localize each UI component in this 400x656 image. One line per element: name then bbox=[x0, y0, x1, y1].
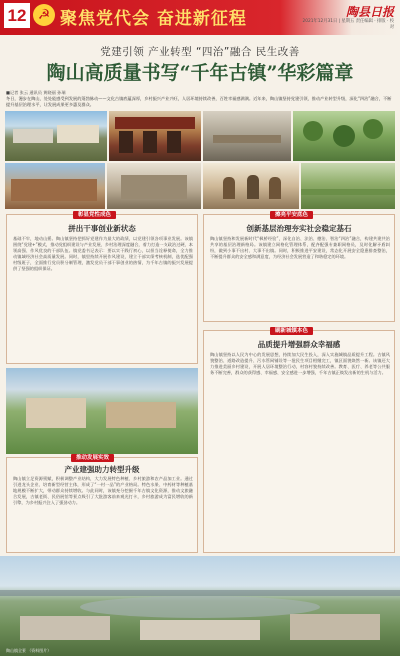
photo-residents bbox=[203, 163, 299, 209]
masthead-logo: 陶县日报 bbox=[345, 5, 394, 19]
photo-meeting bbox=[203, 111, 291, 161]
section-town-quality bbox=[203, 330, 395, 553]
section-safety bbox=[203, 214, 395, 322]
section-party-building bbox=[6, 214, 198, 364]
section-development bbox=[6, 457, 198, 553]
section-body: 陶山镇坚持和发展新时代“枫桥经验”，深化自治、法治、德治、智治“四治”融合，构建共建共治共享的基层治理新格局。该镇建立网格化管理体系，配齐配强专兼职网格员，及时化解矛盾纠纷，做到小事不出村、大事不出镇。同时，积极推进平安建设，常态化开展安全隐患排查整治，不断提升群众的安全感和满意度，为经济社会发展营造了和谐稳定的环境。 bbox=[210, 236, 390, 260]
article-headline: 陶山高质量书写“千年古镇”华彩篇章 bbox=[46, 62, 354, 84]
column-name: 聚焦党代会 奋进新征程 bbox=[60, 9, 247, 29]
article-lede: 冬日，漫步在陶山，处处能感受到发展的蓬勃脉动——文化古镇底蕴深厚，乡村振兴产业兴旺，人居环境持续改善，百姓幸福感满满。近年来，陶山镇坚持党建引领，推动产业转型升级，深化“四治”融合，不断提升基层治理水平，让发展成果更多惠及群众。 bbox=[6, 96, 392, 108]
section-label: 彰显党性成色 bbox=[73, 211, 116, 219]
section-subtitle: 创新基层治理夯实社会稳定基石 bbox=[246, 224, 352, 233]
photo-tea-garden bbox=[6, 368, 198, 454]
section-label: 刷新城镇本色 bbox=[270, 327, 313, 335]
photo-orchard bbox=[293, 111, 395, 161]
section-subtitle: 产业建强助力转型升级 bbox=[64, 465, 140, 474]
photo-factory bbox=[5, 163, 105, 209]
article-byline: ■记者 张云 通讯员 黄晓丽 孙瑞 bbox=[6, 90, 66, 95]
photo-farmland bbox=[301, 163, 395, 209]
section-label: 推动发展实效 bbox=[71, 454, 114, 462]
photo-workshop bbox=[107, 163, 201, 209]
page-number: 12 bbox=[4, 3, 30, 28]
section-body: 陶山镇立足资源禀赋，积极调整产业结构，大力发展特色种植、乡村旅游和农产品加工业。通过引进龙头企业、培育新型经营主体，形成了“一村一品”的产业格局。特色水果、中药材等种植基地规模不断扩大，带动群众持续增收。与此同时，该镇充分挖掘千年古镇文化资源，推动文旅融合发展，古镇老街、民俗展馆等景点吸引了大批游客前来观光打卡，乡村旅游成为富民增收的新引擎，为乡村振兴注入了强劲动力。 bbox=[13, 476, 193, 506]
photo-aerial-town bbox=[0, 556, 400, 656]
dateline: 2021年12月31日 | 星期五 责任编辑 · 排版 · 校对 bbox=[302, 19, 394, 30]
article-kicker: 党建引领 产业转型 “四治”融合 民生改善 bbox=[100, 46, 300, 58]
section-subtitle: 品质提升增强群众幸福感 bbox=[257, 340, 341, 349]
section-label: 擦亮平安底色 bbox=[270, 211, 313, 219]
photo-village-road bbox=[5, 111, 107, 161]
section-subtitle: 拼出干事创业新状态 bbox=[68, 224, 136, 233]
photo-ancient-street bbox=[109, 111, 201, 161]
photo-credit: 陶山镇全景 （资料图片） bbox=[6, 648, 52, 653]
photo-collage bbox=[5, 111, 395, 209]
section-body: 陶山镇坚持以人民为中心的发展思想，持续加大民生投入，深入实施城镇品质提升工程。古镇风貌整治、道路改造提升、污水管网铺设等一批民生项目相继完工，镇区面貌焕然一新。该镇还大力推进美丽乡村建设，开展人居环境整治行动，村容村貌持续改善。教育、医疗、养老等公共服务不断完善，群众的获得感、幸福感、安全感进一步增强，千年古镇正焕发出新的生机与活力。 bbox=[210, 352, 390, 376]
party-emblem-icon: ☭ bbox=[33, 4, 55, 26]
section-body: 基础不牢，地动山摇。陶山镇坚持把抓好党建作为最大的政绩，以党建引领各项事业发展。该镇围绕“党建+”模式，推动党组织建设与产业发展、乡村治理深度融合，着力打造一支政治过硬、本领高强、作风优良的干部队伍。镇党委书记表示：要以实干践行初心，以担当诠释使命，全力推动镇域经济社会高质量发展。同时，镇里持续开展作风建设，建立干部实绩考核机制，选优配强村级班子，全面推行党员积分制管理，激发党员干部干事创业的热情，为千年古镇的振兴发展提供了坚强的组织保证。 bbox=[13, 236, 193, 272]
